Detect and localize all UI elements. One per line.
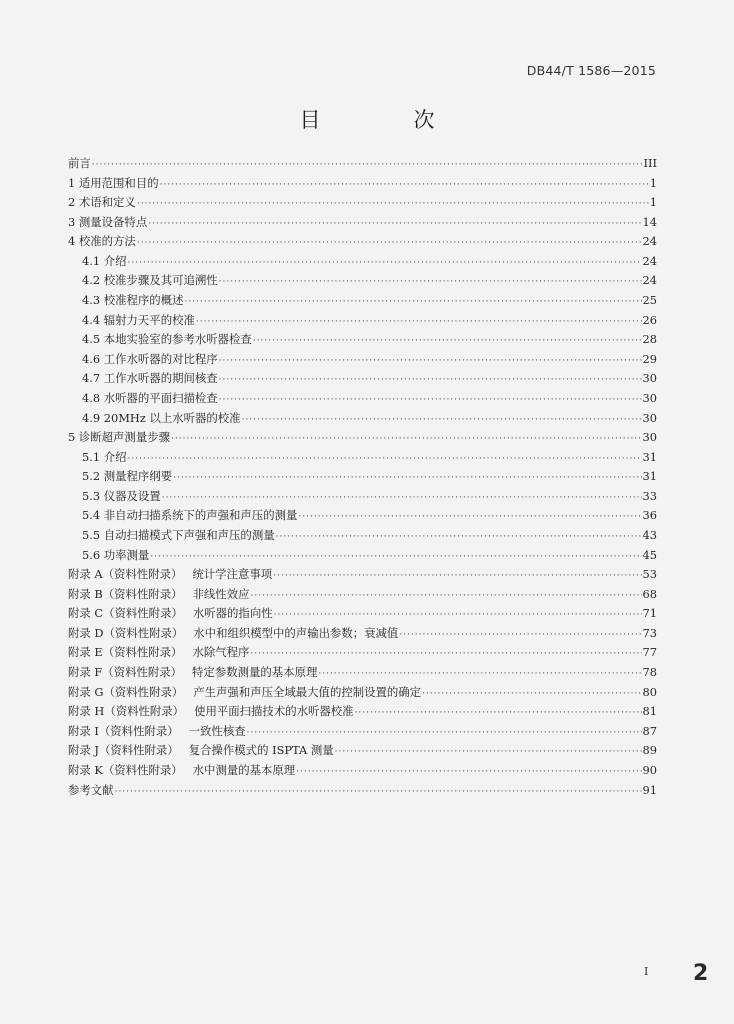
toc-leader-dots xyxy=(160,176,649,194)
toc-entry-label xyxy=(68,174,159,194)
toc-entry[interactable] xyxy=(68,546,657,566)
toc-entry-label xyxy=(82,252,127,272)
toc-leader-dots xyxy=(355,704,642,722)
toc-leader-dots xyxy=(148,215,641,233)
toc-entry-subtitle: 统计学注意事项 xyxy=(192,567,273,582)
document-code: DB44/T 1586—2015 xyxy=(526,63,656,78)
toc-page-number: 30 xyxy=(642,390,657,405)
toc-entry-title: 5 诊断超声测量步骤 xyxy=(68,430,170,445)
toc-page-number: 89 xyxy=(642,743,657,758)
toc-page-number: 24 xyxy=(642,253,657,268)
toc-entry-label xyxy=(68,781,114,801)
toc-page-number: 87 xyxy=(642,723,657,738)
toc-page-number: 81 xyxy=(642,704,657,719)
toc-leader-dots xyxy=(219,273,642,291)
toc-entry-title: 5.1 介绍 xyxy=(82,449,127,464)
toc-leader-dots xyxy=(250,587,641,605)
toc-leader-dots xyxy=(422,685,641,703)
toc-leader-dots xyxy=(318,665,641,683)
toc-entry-label xyxy=(68,663,317,683)
toc-entry-label xyxy=(68,565,272,585)
toc-entry-label xyxy=(68,232,136,252)
toc-entry-label xyxy=(82,546,149,566)
toc-entry-title: 4.9 20MHz 以上水听器的校准 xyxy=(82,410,241,425)
toc-leader-dots xyxy=(242,411,642,429)
toc-page-number: 71 xyxy=(642,606,657,621)
toc-entry-label xyxy=(82,526,275,546)
toc-entry-title: 4.1 介绍 xyxy=(82,253,127,268)
toc-leader-dots xyxy=(115,783,642,801)
toc-page-number: 31 xyxy=(642,469,657,484)
toc-entry[interactable] xyxy=(68,193,657,213)
toc-page-number: 73 xyxy=(642,625,657,640)
toc-entry[interactable] xyxy=(68,213,657,233)
toc-page-number: 14 xyxy=(642,214,657,229)
toc-entry-label xyxy=(68,722,246,742)
toc-entry-title: 5.6 功率测量 xyxy=(82,547,150,562)
toc-leader-dots xyxy=(219,371,642,389)
toc-entry-label xyxy=(68,761,295,781)
toc-entry-label xyxy=(68,213,147,233)
toc-page-number: 68 xyxy=(642,586,657,601)
page-number-scan: 2 xyxy=(693,961,709,986)
toc-entry-label xyxy=(82,448,127,468)
toc-entry[interactable] xyxy=(68,350,657,370)
toc-entry[interactable] xyxy=(68,467,657,487)
toc-entry-label xyxy=(82,291,183,311)
toc-entry-subtitle: 产生声强和声压全域最大值的控制设置的确定 xyxy=(193,684,422,699)
toc-page-number: 25 xyxy=(642,293,657,308)
toc-leader-dots xyxy=(276,528,642,546)
toc-page-number: 33 xyxy=(642,488,657,503)
toc-entry-title: 3 测量设备特点 xyxy=(68,214,148,229)
toc-entry[interactable] xyxy=(68,291,657,311)
toc-entry-label xyxy=(68,193,136,213)
toc-entry-label xyxy=(68,624,398,644)
toc-leader-dots xyxy=(137,234,642,252)
toc-entry-title: 附录 J（资料性附录） xyxy=(68,743,179,758)
toc-leader-dots xyxy=(128,450,642,468)
toc-leader-dots xyxy=(274,606,642,624)
toc-entry-subtitle: 水中测量的基本原理 xyxy=(192,762,296,777)
toc-entry-label xyxy=(82,350,218,370)
toc-leader-dots xyxy=(247,724,642,742)
toc-leader-dots xyxy=(253,332,642,350)
toc-entry[interactable] xyxy=(68,761,657,781)
toc-leader-dots xyxy=(250,645,641,663)
toc-entry-label xyxy=(68,702,354,722)
toc-leader-dots xyxy=(296,763,641,781)
toc-page-number: 90 xyxy=(642,762,657,777)
toc-entry-label xyxy=(82,271,218,291)
toc-entry-label xyxy=(82,409,241,429)
toc-entry-subtitle: 复合操作模式的 ISPTA 测量 xyxy=(188,743,334,758)
toc-leader-dots xyxy=(128,254,642,272)
toc-page-number: 30 xyxy=(642,430,657,445)
toc-entry-label xyxy=(82,330,252,350)
toc-leader-dots xyxy=(184,293,641,311)
toc-entry[interactable] xyxy=(68,604,657,624)
toc-page-number: 30 xyxy=(642,371,657,386)
toc-entry-title: 附录 H（资料性附录） xyxy=(68,704,185,719)
toc-entry-label xyxy=(68,428,170,448)
toc-page-number: 80 xyxy=(642,684,657,699)
toc-page-number: 53 xyxy=(642,567,657,582)
toc-leader-dots xyxy=(150,548,641,566)
toc-entry[interactable] xyxy=(68,722,657,742)
toc-entry-subtitle: 非线性效应 xyxy=(192,586,250,601)
toc-entry[interactable] xyxy=(68,702,657,722)
toc-entry-label xyxy=(82,369,218,389)
toc-entry[interactable] xyxy=(68,409,657,429)
toc-page-number: III xyxy=(643,156,657,170)
toc-entry-title: 前言 xyxy=(68,156,91,170)
toc-entry-label xyxy=(68,604,273,624)
toc-entry-title: 5.3 仪器及设置 xyxy=(82,488,161,503)
toc-page-number: 31 xyxy=(642,449,657,464)
toc-entry-label xyxy=(68,643,249,663)
toc-page-number: 36 xyxy=(642,508,657,523)
toc-entry[interactable] xyxy=(68,506,657,526)
toc-entry[interactable] xyxy=(68,428,657,448)
toc-entry-title: 4.6 工作水听器的对比程序 xyxy=(82,351,218,366)
toc-page-number: 45 xyxy=(642,547,657,562)
page-number-roman: I xyxy=(644,965,649,978)
toc-entry-label xyxy=(68,585,249,605)
toc-entry[interactable] xyxy=(68,624,657,644)
toc-entry-title: 附录 A（资料性附录） xyxy=(68,567,183,582)
toc-page-number: 29 xyxy=(642,351,657,366)
toc-entry[interactable] xyxy=(68,174,657,194)
toc-entry-title: 附录 B（资料性附录） xyxy=(68,586,183,601)
toc-entry[interactable] xyxy=(68,487,657,507)
toc-entry-subtitle: 水除气程序 xyxy=(192,645,250,660)
toc-leader-dots xyxy=(173,469,641,487)
toc-entry[interactable] xyxy=(68,585,657,605)
toc-entry[interactable] xyxy=(68,369,657,389)
toc-entry-label xyxy=(82,487,161,507)
toc-entry[interactable] xyxy=(68,252,657,272)
toc-entry[interactable] xyxy=(68,741,657,761)
toc-entry[interactable] xyxy=(68,448,657,468)
toc-leader-dots xyxy=(196,313,642,331)
toc-entry[interactable] xyxy=(68,526,657,546)
toc-entry-title: 附录 F（资料性附录） xyxy=(68,665,183,680)
toc-entry-label xyxy=(68,683,421,703)
toc-entry-subtitle: 使用平面扫描技术的水听器校准 xyxy=(194,704,354,719)
toc-entry[interactable] xyxy=(68,643,657,663)
toc-leader-dots xyxy=(219,391,642,409)
toc-entry-title: 5.4 非自动扫描系统下的声强和声压的测量 xyxy=(82,508,298,523)
toc-page-number: 24 xyxy=(642,273,657,288)
toc-page-number: 43 xyxy=(642,527,657,542)
toc-entry-title: 4 校准的方法 xyxy=(68,234,136,249)
toc-entry[interactable] xyxy=(68,781,657,801)
toc-leader-dots xyxy=(298,508,641,526)
toc-entry[interactable] xyxy=(68,311,657,331)
toc-entry[interactable] xyxy=(68,389,657,409)
toc-entry[interactable] xyxy=(68,330,657,350)
toc-entry-label xyxy=(82,467,172,487)
toc-entry-title: 附录 D（资料性附录） xyxy=(68,625,184,640)
toc-leader-dots xyxy=(399,626,641,644)
toc-entry[interactable] xyxy=(68,683,657,703)
toc-entry-subtitle: 一致性核查 xyxy=(188,723,246,738)
toc-entry-title: 参考文献 xyxy=(68,782,114,797)
toc-entry-title: 附录 K（资料性附录） xyxy=(68,762,183,777)
toc-entry-label xyxy=(68,154,91,174)
toc-entry-title: 4.2 校准步骤及其可追溯性 xyxy=(82,273,218,288)
toc-entry-subtitle: 水听器的指向性 xyxy=(192,606,273,621)
toc-leader-dots xyxy=(335,743,642,761)
toc-entry-title: 附录 I（资料性附录） xyxy=(68,723,179,738)
toc-entry[interactable] xyxy=(68,232,657,252)
toc-leader-dots xyxy=(171,430,642,448)
toc-entry-title: 4.3 校准程序的概述 xyxy=(82,293,184,308)
toc-page-number: 1 xyxy=(649,175,657,190)
toc-page-number: 91 xyxy=(642,782,657,797)
toc-leader-dots xyxy=(162,489,642,507)
toc-entry-title: 5.5 自动扫描模式下声强和声压的测量 xyxy=(82,527,275,542)
toc-leader-dots xyxy=(137,195,649,213)
toc-entry-label xyxy=(82,389,218,409)
toc-entry-title: 4.4 辐射力天平的校准 xyxy=(82,312,195,327)
toc-page-number: 1 xyxy=(649,195,657,210)
toc-entry-title: 4.5 本地实验室的参考水听器检查 xyxy=(82,332,252,347)
table-of-contents xyxy=(68,154,657,800)
toc-entry-title: 1 适用范围和目的 xyxy=(68,175,159,190)
toc-entry[interactable] xyxy=(68,565,657,585)
toc-leader-dots xyxy=(219,352,642,370)
toc-entry-title: 附录 G（资料性附录） xyxy=(68,684,184,699)
toc-page-number: 24 xyxy=(642,234,657,249)
toc-entry-label xyxy=(82,506,297,526)
toc-entry-label xyxy=(68,741,334,761)
toc-page-number: 30 xyxy=(642,410,657,425)
toc-page-number: 77 xyxy=(642,645,657,660)
toc-entry-subtitle: 水中和组织模型中的声输出参数；衰减值 xyxy=(193,625,399,640)
toc-page-number: 28 xyxy=(642,332,657,347)
toc-page-number: 78 xyxy=(642,665,657,680)
toc-page-number: 26 xyxy=(642,312,657,327)
toc-entry-title: 5.2 测量程序纲要 xyxy=(82,469,173,484)
toc-entry[interactable] xyxy=(68,663,657,683)
toc-entry[interactable] xyxy=(68,271,657,291)
page-title: 目 次 xyxy=(299,108,471,132)
toc-entry-label xyxy=(82,311,195,331)
toc-entry-title: 4.8 水听器的平面扫描检查 xyxy=(82,390,218,405)
toc-entry-title: 2 术语和定义 xyxy=(68,195,136,210)
toc-entry-subtitle: 特定参数测量的基本原理 xyxy=(192,665,318,680)
toc-leader-dots xyxy=(273,567,641,585)
toc-entry[interactable] xyxy=(68,154,657,174)
toc-entry-title: 附录 C（资料性附录） xyxy=(68,606,183,621)
toc-entry-title: 4.7 工作水听器的期间核查 xyxy=(82,371,218,386)
toc-leader-dots xyxy=(92,156,643,174)
toc-entry-title: 附录 E（资料性附录） xyxy=(68,645,183,660)
